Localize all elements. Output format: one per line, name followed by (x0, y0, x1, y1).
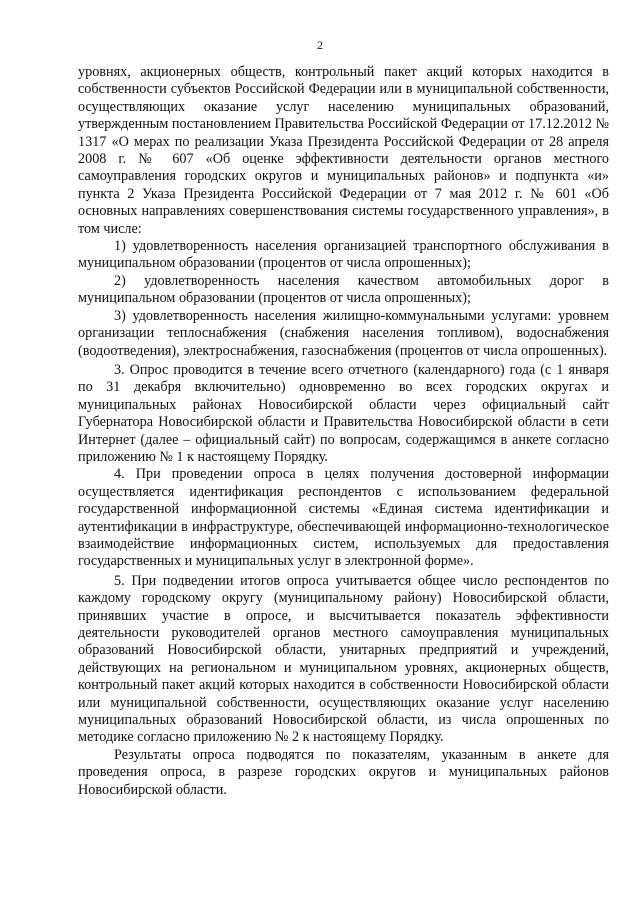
list-item-roads-satisfaction: 2) удовлетворенность населения качеством автомобильных дорог в муниципальном образовании (процентов от числа опрошенных); (78, 272, 609, 307)
document-body (78, 64, 609, 799)
paragraph-results: Результаты опроса подводятся по показателям, указанным в анкете для проведения опроса, в разрезе городских округов и муниципальных районов Новосибирской области. (78, 746, 609, 798)
paragraph-section-4: 4. При проведении опроса в целях получения достоверной информации осуществляется идентификация респондентов с использованием федеральной государственной информационной системы «Единая система идентификации и аутентификации в инфраструктуре, обеспечивающей информационно-технологическое взаимодействие информационных систем, используемых для предоставления государственных и муниципальных услуг в электронной форме». (78, 466, 609, 570)
paragraph-intro-continuation: уровнях, акционерных обществ, контрольный пакет акций которых находится в собственности субъектов Российской Федерации или в муниципальной собственности, осуществляющих оказание услуг населению муниципальных образований, утвержденным постановлением Правительства Российской Федерации от 17.12.2012 № 1317 «О мерах по реализации Указа Президента Российской Федерации от 28 апреля 2008 г. № 607 «Об оценке эффективности деятельности органов местного самоуправления городских округов и муниципальных районов» и подпункта «и» пункта 2 Указа Президента Российской Федерации от 7 мая 2012 г. № 601 «Об основных направлениях совершенствования системы государственного управления», в том числе: (78, 64, 609, 237)
paragraph-section-5: 5. При подведении итогов опроса учитывается общее число респондентов по каждому городскому округу (муниципальному району) Новосибирской области, принявших участие в опросе, и высчитывается показатель эффективности деятельности руководителей органов местного самоуправления муниципальных образований Новосибирской области, унитарных предприятий и учреждений, действующих на региональном и муниципальном уровнях, акционерных обществ, контрольный пакет акций которых находится в собственности Новосибирской области или муниципальной собственности, осуществляющих оказание услуг населению муниципальных образований Новосибирской области, из числа опрошенных по методике согласно приложению № 2 к настоящему Порядку. (78, 572, 609, 746)
paragraph-section-3: 3. Опрос проводится в течение всего отчетного (календарного) года (с 1 января по 31 декабря включительно) одновременно во всех городских округах и муниципальных районах Новосибирской области через официальный сайт Губернатора Новосибирской области и Правительства Новосибирской области в сети Интернет (далее – официальный сайт) по вопросам, содержащимся в анкете согласно приложению № 1 к настоящему Порядку. (78, 361, 609, 465)
list-item-utilities-satisfaction: 3) удовлетворенность населения жилищно-коммунальными услугами: уровнем организации теплоснабжения (снабжения населения топливом), водоснабжения (водоотведения), электроснабжения, газоснабжения (процентов от числа опрошенных). (78, 307, 609, 359)
page-number: 2 (317, 38, 323, 52)
list-item-transport-satisfaction: 1) удовлетворенность населения организацией транспортного обслуживания в муниципальном образовании (процентов от числа опрошенных); (78, 238, 609, 272)
